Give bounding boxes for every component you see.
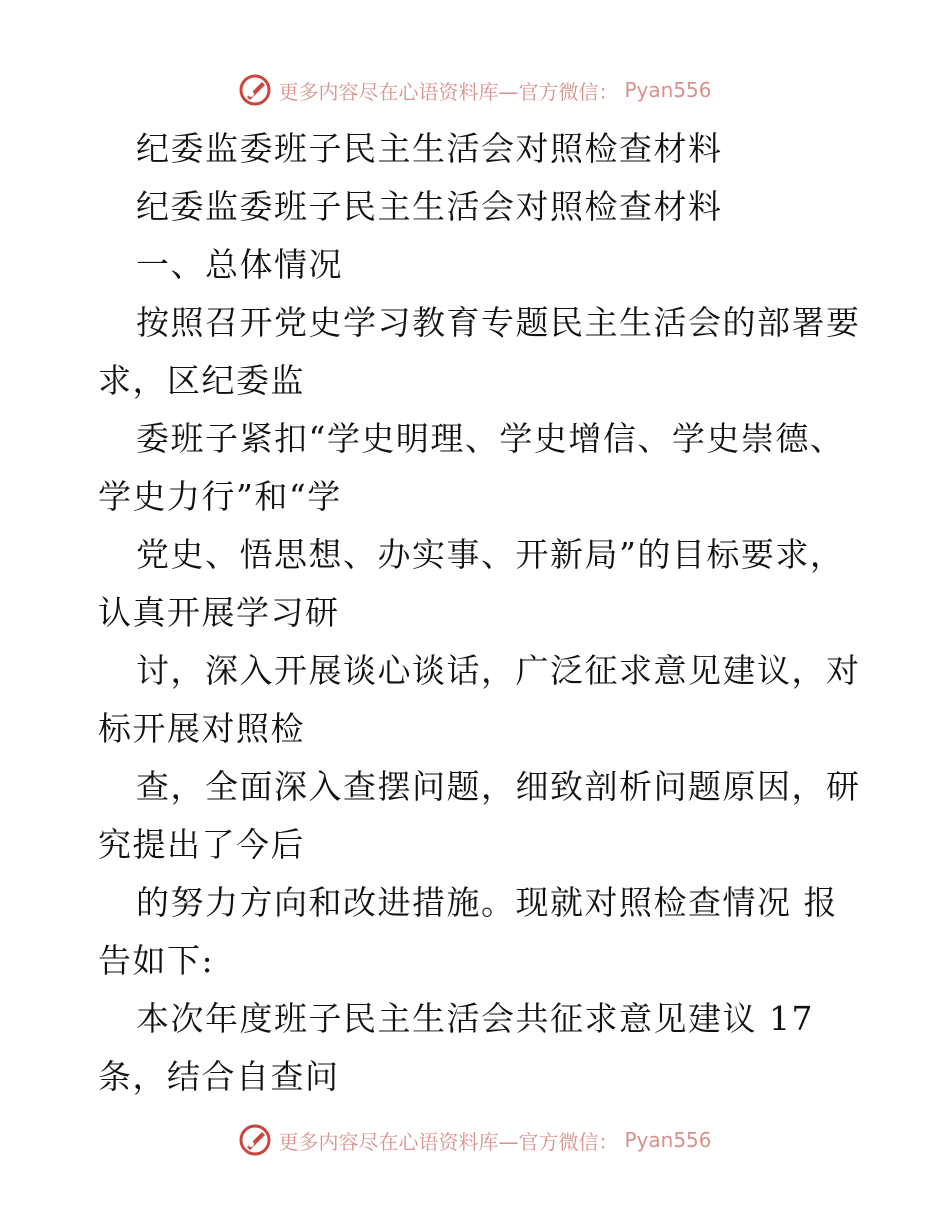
watermark-text: 更多内容尽在心语资料库—官方微信： [278, 79, 619, 104]
document-body [98, 120, 861, 1106]
paragraph-line: 标开展对照检 [98, 709, 305, 748]
paragraph-line: 求，区纪委监 [98, 361, 305, 400]
paragraph-line: 党史、悟思想、办实事、开新局”的目标要求， [136, 535, 845, 574]
paragraph-line: 委班子紧扣“学史明理、学史增信、学史崇德、 [136, 419, 845, 458]
paragraph-line: 查，全面深入查摆问题，细致剖析问题原因，研 [136, 767, 861, 806]
paragraph-line: 条，结合自查问 [98, 1057, 340, 1096]
logo-icon [238, 73, 272, 107]
watermark-footer [0, 1120, 950, 1160]
watermark-wechat-id: Pyan556 [624, 78, 712, 102]
doc-title: 纪委监委班子民主生活会对照检查材料 [136, 129, 723, 168]
paragraph-line: 讨，深入开展谈心谈话，广泛征求意见建议，对 [136, 651, 861, 690]
watermark-wechat-id: Pyan556 [624, 1128, 712, 1152]
paragraph-line: 的努力方向和改进措施。现就对照检查情况 报 [136, 883, 838, 922]
paragraph-line: 认真开展学习研 [98, 593, 340, 632]
paragraph-line: 按照召开党史学习教育专题民主生活会的部署要 [136, 303, 861, 342]
paragraph-line: 学史力行”和“学 [98, 477, 342, 516]
paragraph-line: 究提出了今后 [98, 825, 305, 864]
logo-icon [238, 1123, 272, 1157]
watermark-text: 更多内容尽在心语资料库—官方微信： [278, 1129, 619, 1154]
doc-title-repeat: 纪委监委班子民主生活会对照检查材料 [136, 187, 723, 226]
section-heading: 一、总体情况 [136, 245, 343, 284]
paragraph-line: 本次年度班子民主生活会共征求意见建议 17 [136, 999, 814, 1038]
paragraph-line: 告如下: [98, 941, 215, 980]
watermark-header [0, 70, 950, 110]
